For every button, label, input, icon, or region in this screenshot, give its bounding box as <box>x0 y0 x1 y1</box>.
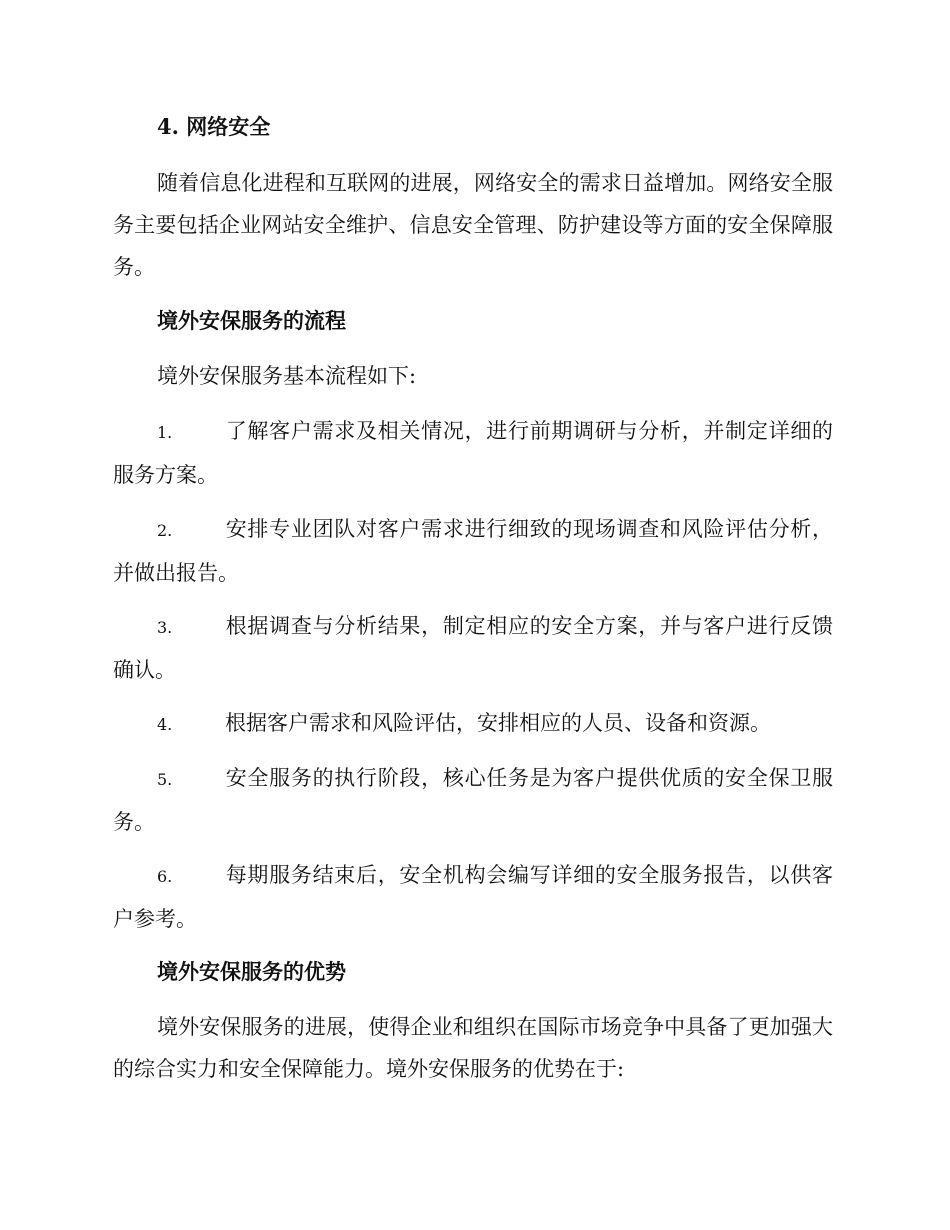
list-number: 3. <box>157 618 173 637</box>
list-item-step-5 <box>113 757 833 843</box>
list-number: 4. <box>157 715 173 734</box>
section-heading-process: 境外安保服务的流程 <box>157 308 346 333</box>
list-item-text: 了解客户需求及相关情况，进行前期调研与分析，并制定详细的服务方案。 <box>113 419 833 487</box>
paragraph-network-security: 随着信息化进程和互联网的进展，网络安全的需求日益增加。网络安全服务主要包括企业网站安全维护、信息安全管理、防护建设等方面的安全保障服务。 <box>113 171 833 279</box>
paragraph-advantages: 境外安保服务的进展，使得企业和组织在国际市场竞争中具备了更加强大的综合实力和安全保障能力。境外安保服务的优势在于: <box>113 1015 833 1081</box>
section-heading-network-security: 4. 网络安全 <box>157 114 271 139</box>
list-item-text: 安全服务的执行阶段，核心任务是为客户提供优质的安全保卫服务。 <box>113 766 833 834</box>
list-item-text: 安排专业团队对客户需求进行细致的现场调查和风险评估分析，并做出报告。 <box>113 517 833 585</box>
list-item-step-3 <box>113 605 833 691</box>
list-item-step-1 <box>113 410 833 496</box>
list-number: 1. <box>157 423 173 442</box>
list-item-text: 根据调查与分析结果，制定相应的安全方案，并与客户进行反馈确认。 <box>113 614 833 682</box>
list-item-step-4 <box>113 702 833 746</box>
list-item-step-6 <box>113 854 833 940</box>
list-item-text: 根据客户需求和风险评估，安排相应的人员、设备和资源。 <box>225 711 771 735</box>
list-number: 6. <box>157 867 173 886</box>
section-heading-advantages: 境外安保服务的优势 <box>157 959 346 984</box>
list-item-step-2 <box>113 508 833 594</box>
paragraph-process-intro: 境外安保服务基本流程如下: <box>157 364 417 388</box>
list-number: 5. <box>157 770 173 789</box>
list-item-text: 每期服务结束后，安全机构会编写详细的安全服务报告，以供客户参考。 <box>113 863 833 931</box>
list-number: 2. <box>157 521 173 540</box>
